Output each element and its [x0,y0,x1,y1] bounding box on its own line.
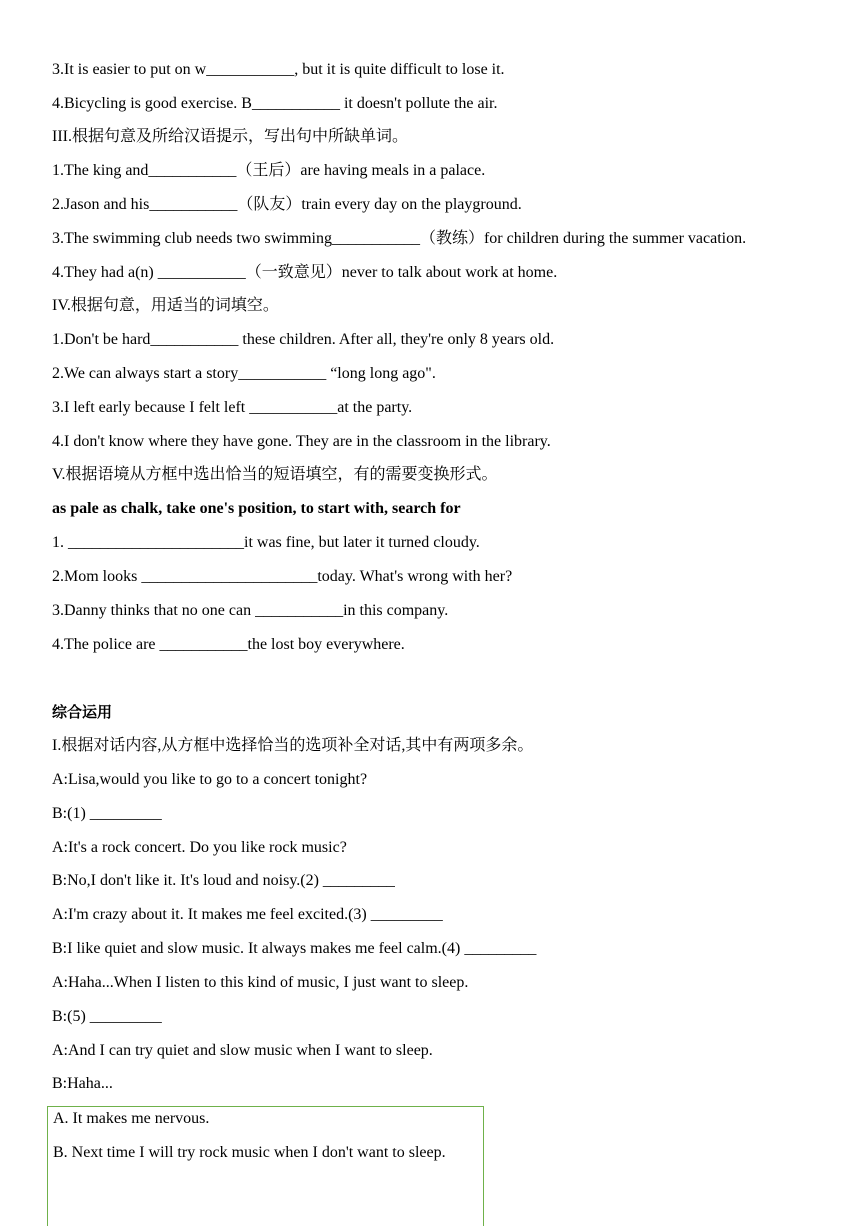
option-b: B. Next time I will try rock music when I don't want to sleep. [53,1144,446,1161]
dialogue-line: A:And I can try quiet and slow music when I want to sleep. [52,1042,433,1059]
question-line: 3.I left early because I felt left ___________at the party. [52,399,413,416]
dialogue-line: A:Haha...When I listen to this kind of music, I just want to sleep. [52,974,469,991]
dialogue-line: B:(5) _________ [52,1008,162,1025]
question-line: 1.Don't be hard___________ these children. After all, they're only 8 years old. [52,331,555,348]
comprehensive-title: 综合运用 [52,703,113,721]
dialogue-line: A:I'm crazy about it. It makes me feel excited.(3) _________ [52,906,443,923]
question-line: 3.It is easier to put on w___________, but it is quite difficult to lose it. [52,61,505,78]
options-box [47,1106,484,1226]
section-heading-comprehensive-I: I.根据对话内容,从方框中选择恰当的选项补全对话,其中有两项多余。 [52,737,534,754]
option-a: A. It makes me nervous. [53,1110,210,1127]
dialogue-line: B:Haha... [52,1075,113,1092]
question-line: 4.Bicycling is good exercise. B___________ it doesn't pollute the air. [52,95,498,112]
question-line: 3.The swimming club needs two swimming___________（教练）for children during the summer vacation. [52,230,747,247]
question-line: 2.Jason and his___________（队友）train every day on the playground. [52,196,522,213]
question-line: 2.Mom looks ______________________today. What's wrong with her? [52,568,513,585]
question-line: 1.The king and___________（王后）are having meals in a palace. [52,162,486,179]
question-line: 2.We can always start a story___________ “long long ago". [52,365,436,382]
dialogue-line: B:I like quiet and slow music. It always makes me feel calm.(4) _________ [52,940,537,957]
question-line: 1. ______________________it was fine, but later it turned cloudy. [52,534,480,551]
question-line: 3.Danny thinks that no one can ___________in this company. [52,602,449,619]
phrase-bank: as pale as chalk, take one's position, to start with, search for [52,500,461,517]
question-line: 4.The police are ___________the lost boy everywhere. [52,636,405,653]
section-heading-V: V.根据语境从方框中选出恰当的短语填空，有的需要变换形式。 [52,466,498,483]
dialogue-line: B:No,I don't like it. It's loud and noisy.(2) _________ [52,872,395,889]
dialogue-line: B:(1) _________ [52,805,162,822]
dialogue-line: A:It's a rock concert. Do you like rock music? [52,839,347,856]
section-heading-IV: IV.根据句意，用适当的词填空。 [52,297,279,314]
section-heading-III: III.根据句意及所给汉语提示，写出句中所缺单词。 [52,128,408,145]
question-line: 4.They had a(n) ___________（一致意见）never to talk about work at home. [52,264,558,281]
question-line: 4.I don't know where they have gone. They are in the classroom in the library. [52,433,551,450]
dialogue-line: A:Lisa,would you like to go to a concert tonight? [52,771,368,788]
